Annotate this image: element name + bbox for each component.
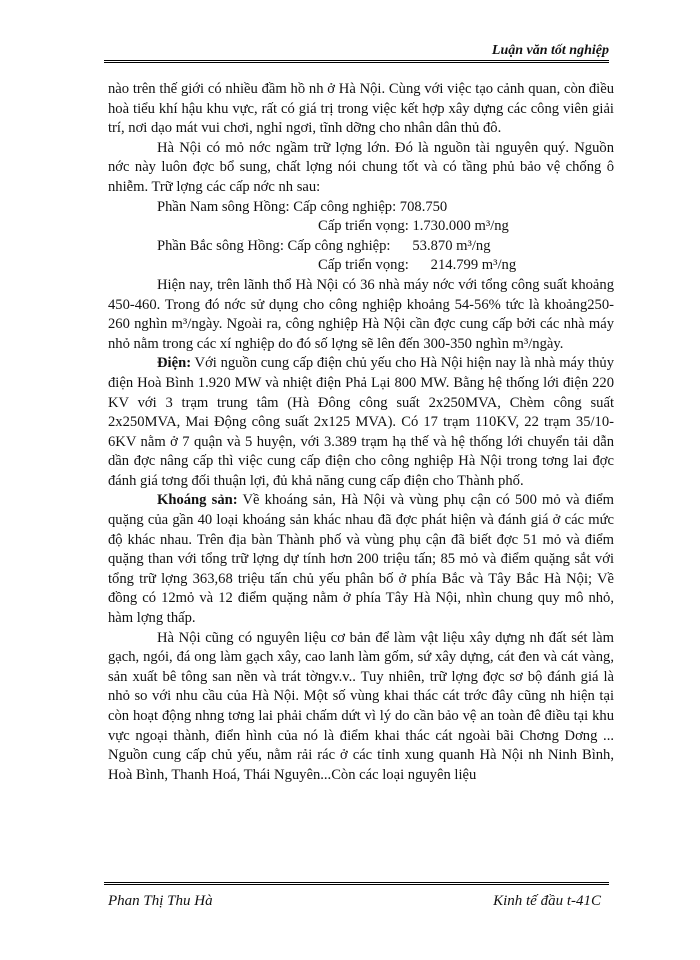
- reserve-row: Phần Bắc sông Hồng: Cấp công nghiệp: 53.870 m³/ng: [157, 237, 491, 254]
- section-label: Điện:: [157, 355, 192, 372]
- document-body: [108, 80, 614, 785]
- footer-rule: [104, 882, 609, 885]
- section-label: Khoáng sản:: [157, 492, 238, 509]
- footer-author: Phan Thị Thu Hà: [108, 893, 213, 909]
- footer-class: Kinh tế đầu t-41C: [493, 893, 601, 909]
- paragraph: nào trên thế giới có nhiều đầm hồ nh ở Hà Nội. Cùng với việc tạo cảnh quan, còn điều hoà tiểu khí hậu khu vực, rất có giá trị trong việc kết hợp xây dựng các công viên giải trí, nơi dạo mát vui chơi, nghỉ ngơi, tĩnh dỡng cho nhân dân thủ đô.: [108, 81, 614, 137]
- header-rule: [104, 60, 609, 63]
- paragraph: Điện: Với nguồn cung cấp điện chủ yếu cho Hà Nội hiện nay là nhà máy thủy điện Hoà Bình 1.920 MW và nhiệt điện Phả Lại 800 MW. Bằng hệ thống lới điện 220 KV với 3 trạm trung tâm (Hà Đông công suất 2x250MVA, Chèm công suất 2x250MVA, Mai Động công suất 2x125 MVA). Có 17 trạm 110KV, 22 trạm 35/10-6KV nằm ở 7 quận và 5 huyện, với 3.389 trạm hạ thế và hệ thống lới chuyển tải dẫn dần đợc nâng cấp thì việc cung cấp điện cho công nghiệp Hà Nội trong tơng lai đợc đánh giá tơng đối thuận lợi, đủ khả năng cung cấp điện cho Thành phố.: [108, 355, 614, 489]
- reserve-row: Cấp triển vọng: 1.730.000 m³/ng: [318, 218, 509, 235]
- paragraph: Hà Nội có mỏ nớc ngầm trữ lợng lớn. Đó là nguồn tài nguyên quý. Nguồn nớc này luôn đợc bổ sung, chất lợng nói chung tốt và có tầng phủ bảo vệ chống ô nhiễm. Trữ lợng các cấp nớc nh sau:: [108, 139, 614, 195]
- paragraph: Hiện nay, trên lãnh thổ Hà Nội có 36 nhà máy nớc với tổng công suất khoảng 450-460. Trong đó nớc sử dụng cho công nghiệp khoảng 54-56% tức là khoảng250-260 nghìn m³/ngày. Ngoài ra, công nghiệp Hà Nội cần đợc cung cấp bởi các nhà máy nhỏ nằm trong các xí nghiệp do đó số lợng sẽ lên đến 300-350 nghìn m³/ngày.: [108, 276, 614, 352]
- paragraph: Hà Nội cũng có nguyên liệu cơ bản để làm vật liệu xây dựng nh đất sét làm gạch, ngói, đá ong làm gạch xây, cao lanh làm gốm, sứ xây dựng, cát đen và cát vàng, sản xuất bê tông san nền và trát tờngv.v.. Tuy nhiên, trữ lợng đợc sơ bộ đánh giá là nhỏ so với nhu cầu của Hà Nội. Một số vùng khai thác cát trớc đây cũng nh hiện tại còn hoạt động nhng tơng lai phải chấm dứt vì lý do cần bảo vệ an toàn đê điều tại khu vực ngoại thành, điển hình của nó là điểm khai thác cát ngoài bãi Chơng Dơng ... Nguồn cung cấp chủ yếu, nằm rải rác ở các tỉnh xung quanh Hà Nội nh Ninh Bình, Hoà Bình, Thanh Hoá, Thái Nguyên...Còn các loại nguyên liệu: [108, 629, 614, 783]
- reserve-row: Cấp triển vọng: 214.799 m³/ng: [318, 257, 517, 274]
- paragraph: Khoáng sản: Về khoáng sản, Hà Nội và vùng phụ cận có 500 mỏ và điểm quặng của gần 40 loại khoáng sản khác nhau đã đợc phát hiện và đánh giá ở các mức độ khác nhau. Trên địa bàn Thành phố và vùng phụ cận đã biết đợc 51 mỏ và điểm quặng than với tổng trữ lợng dự tính hơn 200 triệu tấn; 85 mỏ và điểm quặng sắt với tổng trữ lợng 363,68 triệu tấn chủ yếu phân bố ở phía Bắc và Tây Bắc Hà Nội; Về đồng có 12mỏ và 12 điểm quặng nằm ở phía Tây Hà Nội, nhìn chung quy mô nhỏ, hàm lợng thấp.: [108, 492, 614, 627]
- reserve-row: Phần Nam sông Hồng: Cấp công nghiệp: 708.750: [157, 198, 448, 215]
- header-title: Luận văn tốt nghiệp: [491, 43, 609, 58]
